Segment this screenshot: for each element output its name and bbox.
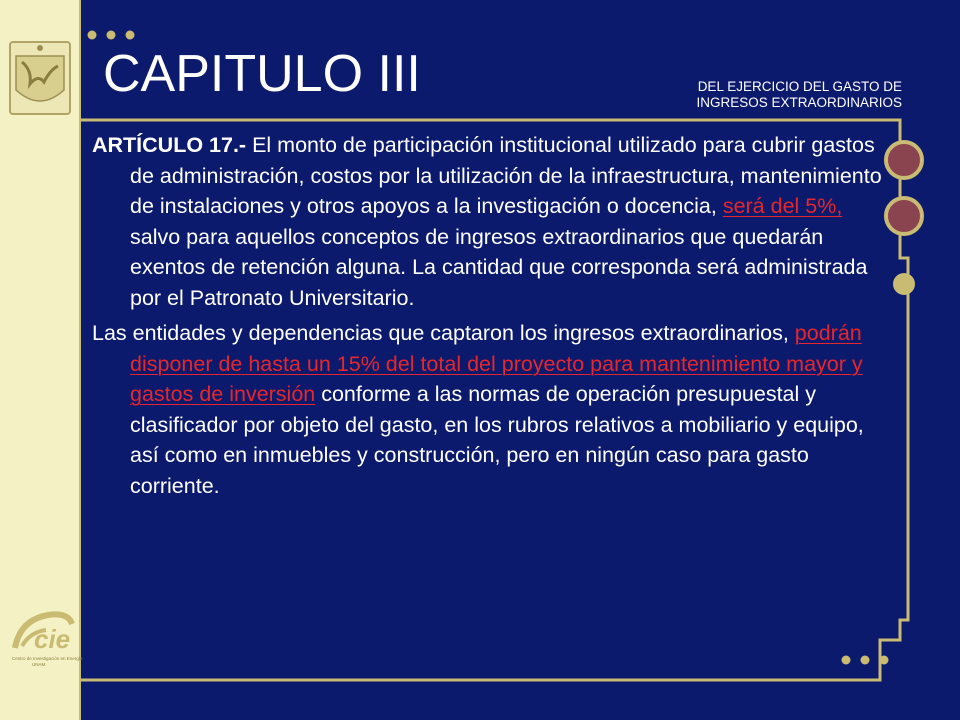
slide-body xyxy=(92,130,897,506)
unam-seal-icon xyxy=(10,42,70,114)
entities-text-a: Las entidades y dependencias que captaron los ingresos extraordinarios, xyxy=(92,321,795,345)
entities-text-b: conforme a las normas de operación presupuestal y clasificador por objeto del gasto, en los rubros relativos a mobiliario y equipo, así como en inmuebles y construcción, pero en ningún caso para gasto corriente. xyxy=(130,382,864,498)
page-title: CAPITULO III xyxy=(103,45,421,103)
svg-text:Centro de Investigación en Ene: Centro de Investigación en Energía xyxy=(12,656,83,661)
article-17-paragraph xyxy=(92,130,897,313)
entities-highlight-link[interactable]: podrán disponer de hasta un 15% del total del proyecto para mantenimiento mayor y gastos de inversión xyxy=(130,321,863,406)
cie-logo-icon xyxy=(12,614,83,667)
chapter-subtitle xyxy=(696,79,902,111)
subtitle-line-1: DEL EJERCICIO DEL GASTO DE xyxy=(697,79,902,94)
article-highlight-link[interactable]: será del 5%, xyxy=(722,194,843,218)
svg-text:cie: cie xyxy=(34,624,71,654)
article-text-a: El monto de participación institucional utilizado para cubrir gastos de administración, costos por la utilización de la infraestructura, mantenimiento de instalaciones y otros apoyos a la investigación o docencia, xyxy=(130,133,882,218)
entities-paragraph xyxy=(92,318,897,501)
subtitle-line-2: INGRESOS EXTRAORDINARIOS xyxy=(696,95,902,110)
dots-top-left xyxy=(88,31,135,40)
svg-text:UNAM: UNAM xyxy=(32,662,46,667)
dots-bottom-right xyxy=(842,656,889,665)
article-text-b: salvo para aquellos conceptos de ingresos extraordinarios que quedarán exentos de retención alguna. La cantidad que corresponda será administrada por el Patronato Universitario. xyxy=(130,224,868,310)
article-label: ARTÍCULO 17.- xyxy=(92,133,247,157)
